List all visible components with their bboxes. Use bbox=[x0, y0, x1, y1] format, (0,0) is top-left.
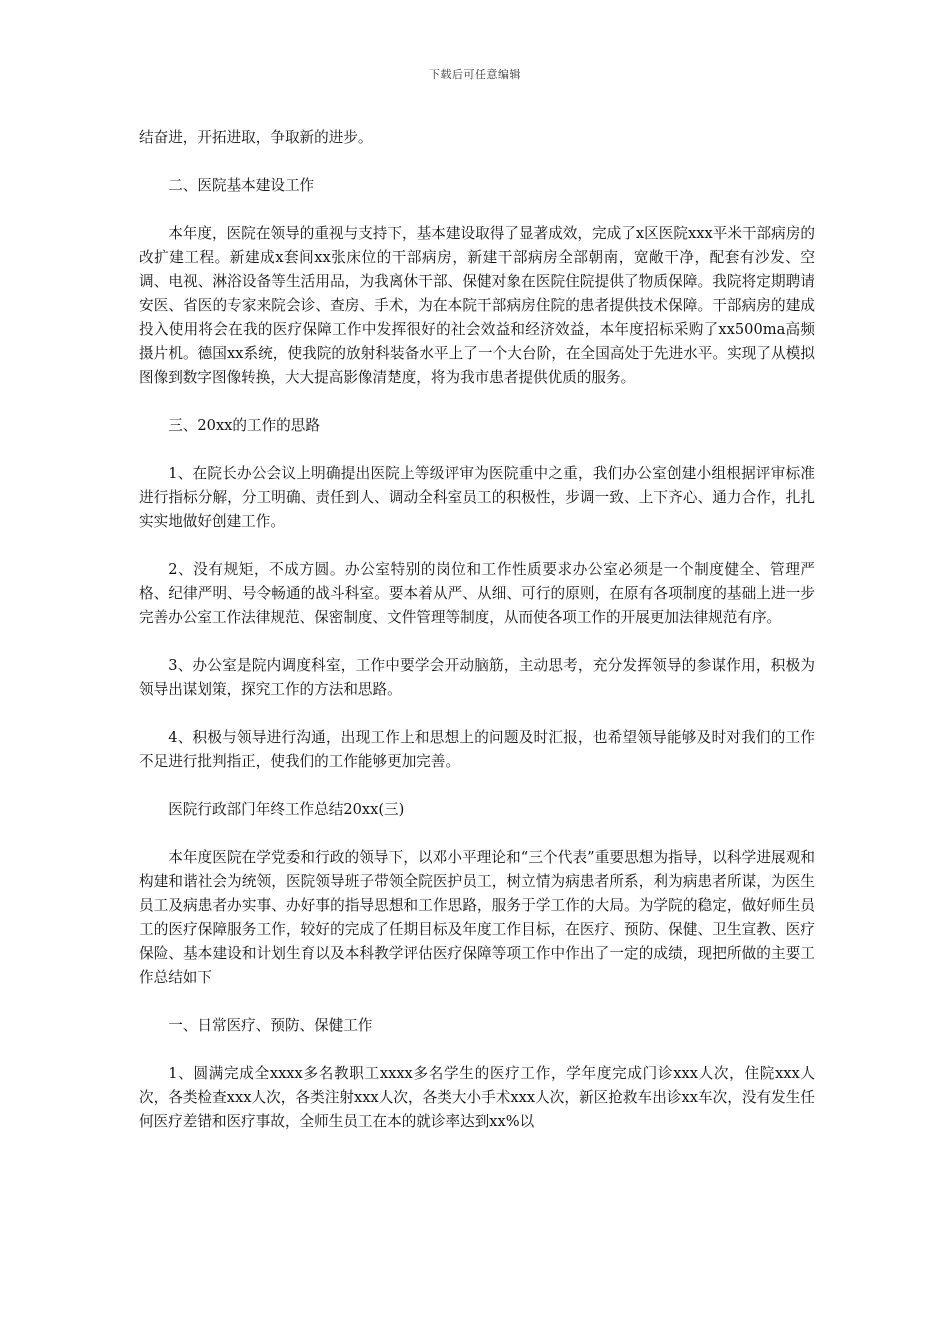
document-body bbox=[139, 126, 815, 1134]
page-header: 下载后可任意编辑 bbox=[429, 68, 521, 81]
paragraph-daily-medical-1: 1、圆满完成全xxxx多名教职工xxxx多名学生的医疗工作，学年度完成门诊xxx人次，住院xxx人次，各类检查xxx人次，各类注射xxx人次，各类大小手术xxx人次，新区抢救车出诊xx车次，没有发生任何医疗差错和医疗事故，全师生员工在本的就诊率达到xx%以 bbox=[139, 1065, 815, 1130]
section-heading-daily-medical: 一、日常医疗、预防、保健工作 bbox=[168, 1017, 373, 1034]
section-heading-work-ideas: 三、20xx的工作的思路 bbox=[168, 417, 320, 434]
section-heading-basic-construction: 二、医院基本建设工作 bbox=[168, 177, 315, 194]
paragraph-continuation: 结奋进，开拓进取，争取新的进步。 bbox=[139, 129, 373, 146]
paragraph-idea-3: 3、办公室是院内调度科室，工作中要学会开动脑筋，主动思考，充分发挥领导的参谋作用，积极为领导出谋划策，探究工作的方法和思路。 bbox=[139, 657, 815, 698]
paragraph-idea-4: 4、积极与领导进行沟通，出现工作上和思想上的问题及时汇报，也希望领导能够及时对我们的工作不足进行批判指正，使我们的工作能够更加完善。 bbox=[139, 729, 815, 770]
paragraph-basic-construction: 本年度，医院在领导的重视与支持下，基本建设取得了显著成效，完成了x区医院xxx平米干部病房的改扩建工程。新建成x套间xx张床位的干部病房，新建干部病房全部朝南，宽敞干净，配套有沙发、空调、电视、淋浴设备等生活用品，为我离休干部、保健对象在医院住院提供了物质保障。我院将定期聘请安医、省医的专家来院会诊、查房、手术，为在本院干部病房住院的患者提供技术保障。干部病房的建成投入使用将会在我的医疗保障工作中发挥很好的社会效益和经济效益，本年度招标采购了xx500ma高频摄片机。德国xx系统，使我院的放射科装备水平上了一个大台阶，在全国高处于先进水平。实现了从模拟图像到数字图像转换，大大提高影像清楚度，将为我市患者提供优质的服务。 bbox=[139, 225, 815, 386]
paragraph-idea-1: 1、在院长办公会议上明确提出医院上等级评审为医院重中之重，我们办公室创建小组根据评审标准进行指标分解，分工明确、责任到人、调动全科室员工的积极性，步调一致、上下齐心、通力合作，扎扎实实地做好创建工作。 bbox=[139, 465, 815, 530]
document-subtitle: 医院行政部门年终工作总结20xx(三) bbox=[168, 801, 405, 818]
paragraph-summary-intro: 本年度医院在学党委和行政的领导下，以邓小平理论和“三个代表”重要思想为指导，以科学进展观和构建和谐社会为统领，医院领导班子带领全院医护员工，树立情为病患者所系，利为病患者所谋，为医生员工及病患者办实事、办好事的指导思想和工作思路，服务于学工作的大局。为学院的稳定，做好师生员工的医疗保障服务工作，较好的完成了任期目标及年度工作目标，在医疗、预防、保健、卫生宣教、医疗保险、基本建设和计划生育以及本科教学评估医疗保障等项工作中作出了一定的成绩，现把所做的主要工作总结如下 bbox=[139, 849, 815, 986]
paragraph-idea-2: 2、没有规矩，不成方圆。办公室特别的岗位和工作性质要求办公室必须是一个制度健全、管理严格、纪律严明、号令畅通的战斗科室。要本着从严、从细、可行的原则，在原有各项制度的基础上进一步完善办公室工作法律规范、保密制度、文件管理等制度，从而使各项工作的开展更加法律规范有序。 bbox=[139, 561, 815, 626]
